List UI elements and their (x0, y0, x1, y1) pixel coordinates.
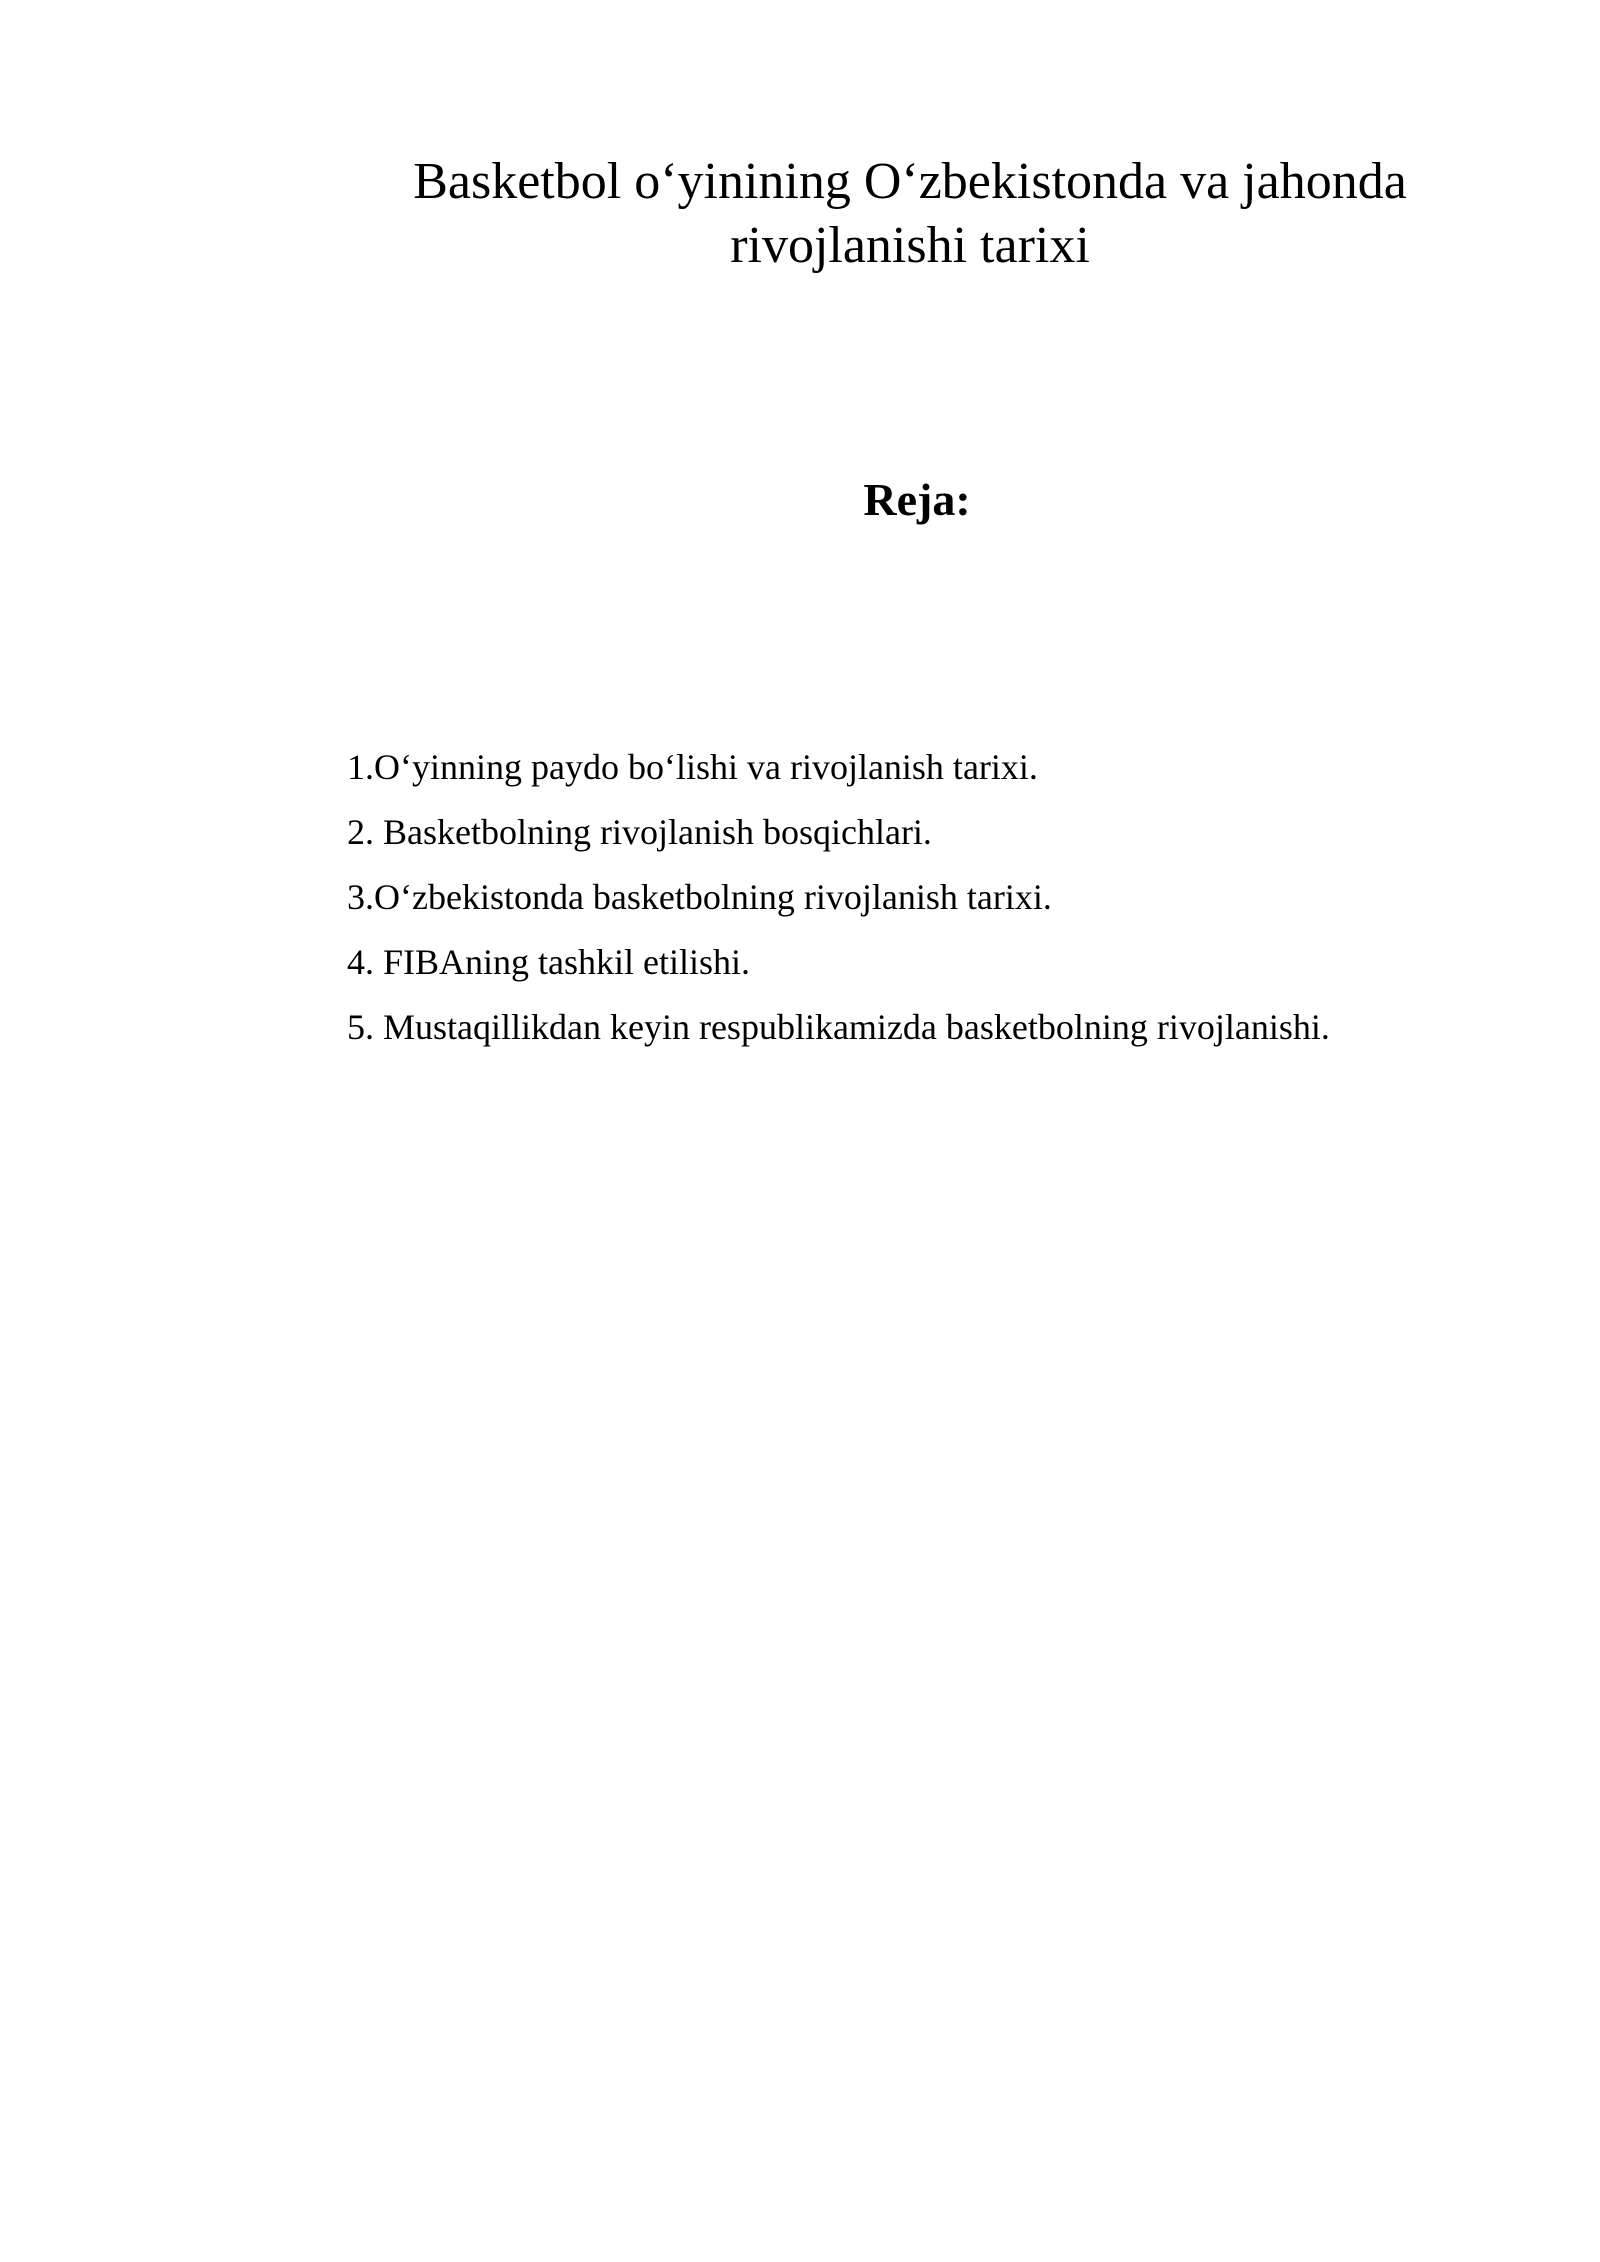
plan-item-2: 2. Basketbolning rivojlanish bosqichlari. (347, 812, 932, 852)
document-title-line-2: rivojlanishi tarixi (730, 217, 1090, 274)
document-title-line-1: Basketbol o‘yinining O‘zbekistonda va jahonda (413, 153, 1407, 210)
plan-list (347, 745, 1330, 1070)
document-title (340, 150, 1480, 278)
plan-item-4: 4. FIBAning tashkil etilishi. (347, 942, 751, 982)
plan-item-1: 1.O‘yinning paydo bo‘lishi va rivojlanish tarixi. (347, 747, 1038, 787)
plan-item-3: 3.O‘zbekistonda basketbolning rivojlanish tarixi. (347, 877, 1052, 917)
plan-item-5: 5. Mustaqillikdan keyin respublikamizda basketbolning rivojlanishi. (347, 1007, 1330, 1047)
plan-heading: Reja: (863, 474, 971, 525)
